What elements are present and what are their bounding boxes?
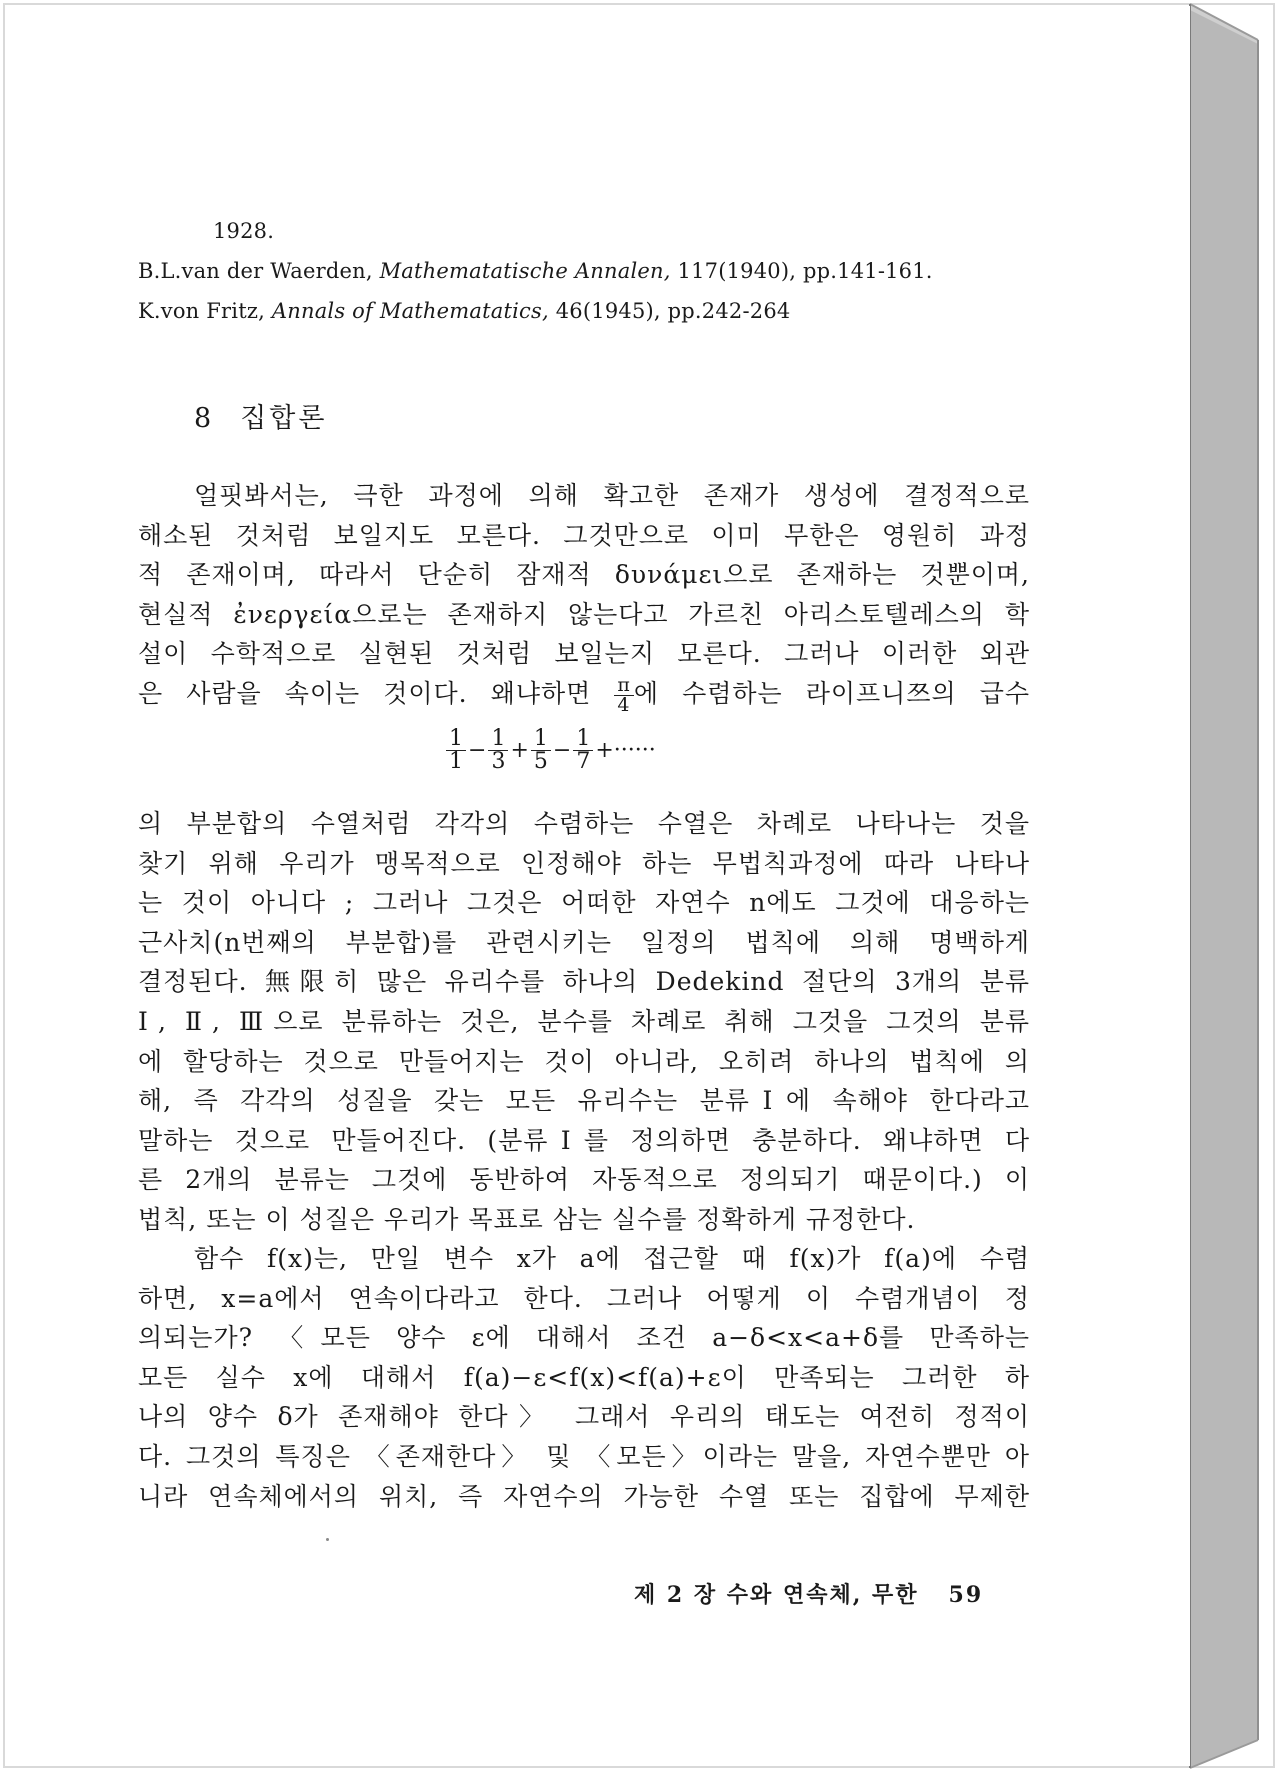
text-line: 결정된다. 無限히 많은 유리수를 하나의 Dedekind 절단의 3개의 분류 bbox=[138, 967, 1030, 997]
series-operator: + bbox=[510, 738, 529, 763]
series-term bbox=[573, 728, 593, 773]
fraction-denominator: 3 bbox=[491, 749, 506, 774]
pi-over-4-fraction bbox=[614, 673, 634, 716]
reference-author: K.von Fritz, bbox=[138, 299, 265, 323]
reference-line bbox=[138, 291, 1038, 331]
text-line: 얼핏봐서는, 극한 과정에 의해 확고한 존재가 생성에 결정적으로 bbox=[194, 481, 1030, 510]
fraction-numerator: 1 bbox=[488, 728, 508, 751]
chapter-title: 제 2 장 수와 연속체, 무한 bbox=[634, 1582, 919, 1608]
text-line: 나의 양수 δ가 존재해야 한다〉 그래서 우리의 태도는 여전히 정적이 bbox=[138, 1402, 1030, 1432]
reference-detail: 117(1940), pp.141-161. bbox=[677, 259, 933, 283]
text-line: 법칙, 또는 이 성질은 우리가 목표로 삼는 실수를 정확하게 규정한다. bbox=[138, 1204, 916, 1234]
fraction-numerator: 1 bbox=[531, 728, 551, 751]
book-edge bbox=[1188, 0, 1274, 1773]
section-title: 집합론 bbox=[240, 403, 328, 434]
fraction-numerator: 1 bbox=[573, 728, 593, 751]
book-page bbox=[6, 6, 1190, 1766]
text-line: 하면, x=a에서 연속이다라고 한다. 그러나 어떻게 이 수렴개념이 정 bbox=[138, 1283, 1030, 1313]
reference-year: 1928. bbox=[213, 219, 275, 243]
text-line bbox=[138, 674, 1030, 714]
fraction-numerator: π bbox=[614, 676, 634, 696]
series-term bbox=[446, 728, 466, 773]
paragraph-2 bbox=[138, 804, 1030, 1240]
reference-line bbox=[138, 251, 1038, 291]
running-footer bbox=[634, 1578, 983, 1609]
text-fragment: 은 사람을 속이는 것이다. 왜냐하면 bbox=[138, 678, 592, 708]
text-line: 는 것이 아니다 ; 그러나 그것은 어떠한 자연수 n에도 그것에 대응하는 bbox=[138, 888, 1030, 918]
fraction-denominator: 7 bbox=[576, 749, 591, 774]
text-line: 해, 즉 각각의 성질을 갖는 모든 유리수는 분류Ⅰ에 속해야 한다라고 bbox=[138, 1086, 1030, 1116]
reference-journal: Mathematatische Annalen, bbox=[379, 259, 671, 283]
leibniz-series bbox=[446, 728, 846, 773]
text-line: 의되는가? 〈모든 양수 ε에 대해서 조건 a−δ<x<a+δ를 만족하는 bbox=[138, 1323, 1030, 1353]
series-term bbox=[531, 728, 551, 773]
text-line: 해소된 것처럼 보일지도 모른다. 그것만으로 이미 무한은 영원히 과정 bbox=[138, 520, 1030, 550]
paragraph-3 bbox=[138, 1239, 1030, 1516]
text-line: 에 할당하는 것으로 만들어지는 것이 아니라, 오히려 하나의 법칙에 의 bbox=[138, 1046, 1030, 1076]
paragraph-1 bbox=[138, 476, 1030, 714]
print-speck bbox=[326, 1538, 329, 1541]
references bbox=[138, 211, 1038, 331]
reference-detail: 46(1945), pp.242-264 bbox=[555, 299, 791, 323]
text-line: 함수 f(x)는, 만일 변수 x가 a에 접근할 때 f(x)가 f(a)에 수렴 bbox=[194, 1244, 1030, 1273]
series-term bbox=[488, 728, 508, 773]
series-operator: +······ bbox=[595, 738, 656, 763]
reference-author: B.L.van der Waerden, bbox=[138, 259, 373, 283]
text-line: 찾기 위해 우리가 맹목적으로 인정해야 하는 무법칙과정에 따라 나타나 bbox=[138, 848, 1030, 878]
fraction-denominator: 1 bbox=[449, 749, 463, 774]
section-number: 8 bbox=[194, 403, 215, 434]
text-line: 말하는 것으로 만들어진다. (분류Ⅰ를 정의하면 충분하다. 왜냐하면 다 bbox=[138, 1125, 1030, 1155]
series-operator: − bbox=[552, 738, 572, 763]
text-line: 의 부분합의 수열처럼 각각의 수렴하는 수열은 차례로 나타나는 것을 bbox=[138, 809, 1030, 838]
text-fragment: 에 수렴하는 라이프니쯔의 급수 bbox=[633, 678, 1030, 708]
page-number: 59 bbox=[948, 1582, 984, 1608]
reference-journal: Annals of Mathematatics, bbox=[271, 299, 549, 323]
text-line: 니라 연속체에서의 위치, 즉 자연수의 가능한 수열 또는 집합에 무제한 bbox=[138, 1481, 1030, 1511]
series-operator: − bbox=[468, 738, 487, 763]
fraction-denominator: 5 bbox=[533, 749, 548, 774]
section-heading bbox=[194, 396, 327, 435]
fraction-numerator: 1 bbox=[446, 728, 466, 751]
text-line: 른 2개의 분류는 그것에 동반하여 자동적으로 정의되기 때문이다.) 이 bbox=[138, 1165, 1030, 1195]
text-line: 현실적 ἐνεργεία으로는 존재하지 않는다고 가르친 아리스토텔레스의 학 bbox=[138, 599, 1030, 629]
text-line: 다. 그것의 특징은 〈존재한다〉 및 〈모든〉이라는 말을, 자연수뿐만 아 bbox=[138, 1441, 1030, 1471]
text-line: 모든 실수 x에 대해서 f(a)−ε<f(x)<f(a)+ε이 만족되는 그러한 하 bbox=[138, 1362, 1030, 1392]
reference-line bbox=[138, 211, 1038, 251]
text-line: 적 존재이며, 따라서 단순히 잠재적 δυνάμει으로 존재하는 것뿐이며, bbox=[138, 560, 1030, 590]
text-line: 설이 수학적으로 실현된 것처럼 보일는지 모른다. 그러나 이러한 외관 bbox=[138, 639, 1030, 669]
text-line: 근사치(n번째의 부분합)를 관련시키는 일정의 법칙에 의해 명백하게 bbox=[138, 927, 1030, 957]
text-line: Ⅰ, Ⅱ, Ⅲ으로 분류하는 것은, 분수를 차례로 취해 그것을 그것의 분류 bbox=[138, 1006, 1030, 1036]
fraction-denominator: 4 bbox=[617, 693, 631, 716]
